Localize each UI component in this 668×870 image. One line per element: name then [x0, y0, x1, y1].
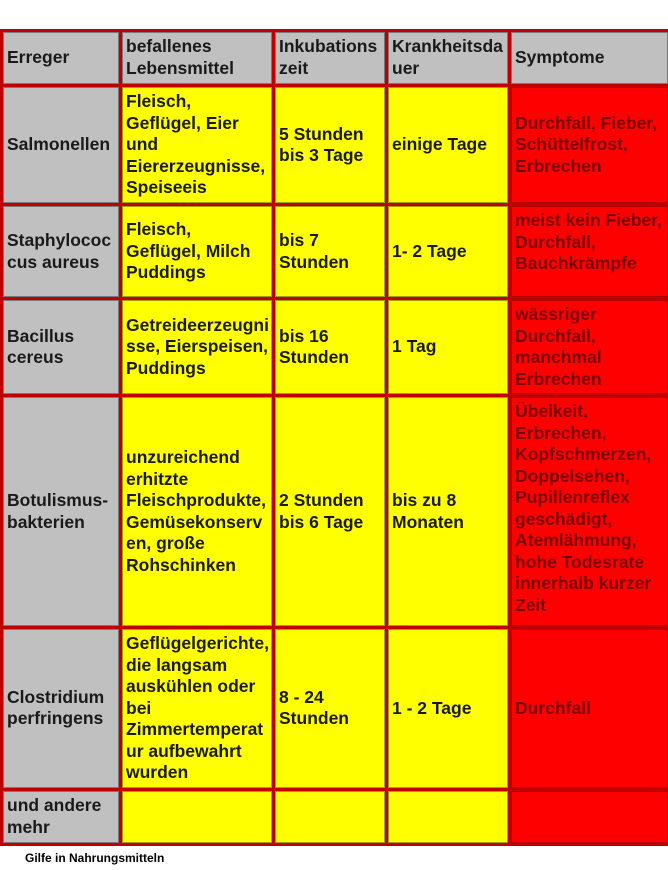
header-row: [3, 32, 668, 84]
table-row: [3, 206, 668, 297]
pathogen-table: [0, 29, 668, 846]
cell-symptome: Übelkeit, Erbrechen, Kopfschmerzen, Doppelsehen, Pupillenreflex geschädigt, Atemlähmung, hohe Todesrate innerhalb kurzer Zeit: [511, 397, 668, 626]
table-row: [3, 629, 668, 788]
cell-krankheitsdauer: 1- 2 Tage: [388, 206, 508, 297]
cell-lebensmittel: Geflügelgerichte, die langsam auskühlen oder bei Zimmertemperatur aufbewahrt wurden: [122, 629, 272, 788]
table-row: [3, 300, 668, 394]
cell-inkubationszeit: 5 Stunden bis 3 Tage: [275, 87, 385, 203]
cell-erreger: Botulismus-bakterien: [3, 397, 119, 626]
header-krankheitsdauer: Krankheitsdauer: [388, 32, 508, 84]
cell-lebensmittel: Getreideerzeugnisse, Eierspeisen, Puddings: [122, 300, 272, 394]
cell-lebensmittel: unzureichend erhitzte Fleischprodukte, Gemüsekonserven, große Rohschinken: [122, 397, 272, 626]
cell-erreger: Staphylococcus aureus: [3, 206, 119, 297]
table-row: [3, 87, 668, 203]
cell-krankheitsdauer: bis zu 8 Monaten: [388, 397, 508, 626]
cell-inkubationszeit: bis 16 Stunden: [275, 300, 385, 394]
header-inkubationszeit: Inkubationszeit: [275, 32, 385, 84]
header-erreger: Erreger: [3, 32, 119, 84]
cell-symptome: Durchfall, Fieber, Schüttelfrost, Erbrechen: [511, 87, 668, 203]
cell-inkubationszeit: 8 - 24 Stunden: [275, 629, 385, 788]
cell-lebensmittel: Fleisch, Geflügel, Milch Puddings: [122, 206, 272, 297]
cell-lebensmittel: Fleisch, Geflügel, Eier und Eiererzeugnisse, Speiseeis: [122, 87, 272, 203]
cell-inkubationszeit: 2 Stunden bis 6 Tage: [275, 397, 385, 626]
cell-erreger: Clostridium perfringens: [3, 629, 119, 788]
cell-erreger: Bacillus cereus: [3, 300, 119, 394]
cell-symptome: meist kein Fieber, Durchfall, Bauchkrämpfe: [511, 206, 668, 297]
cell-krankheitsdauer: 1 - 2 Tage: [388, 629, 508, 788]
cell-inkubationszeit: bis 7 Stunden: [275, 206, 385, 297]
header-symptome: Symptome: [511, 32, 668, 84]
table-row: [3, 791, 668, 843]
header-lebensmittel: befallenes Lebensmittel: [122, 32, 272, 84]
cell-lebensmittel: [122, 791, 272, 843]
cell-symptome: wässriger Durchfall, manchmal Erbrechen: [511, 300, 668, 394]
cell-erreger: und andere mehr: [3, 791, 119, 843]
table-row: [3, 397, 668, 626]
cell-krankheitsdauer: 1 Tag: [388, 300, 508, 394]
cell-symptome: [511, 791, 668, 843]
cell-krankheitsdauer: [388, 791, 508, 843]
cell-krankheitsdauer: einige Tage: [388, 87, 508, 203]
cell-symptome: Durchfall: [511, 629, 668, 788]
cell-inkubationszeit: [275, 791, 385, 843]
cell-erreger: Salmonellen: [3, 87, 119, 203]
image-caption: Gilfe in Nahrungsmitteln: [25, 851, 165, 865]
